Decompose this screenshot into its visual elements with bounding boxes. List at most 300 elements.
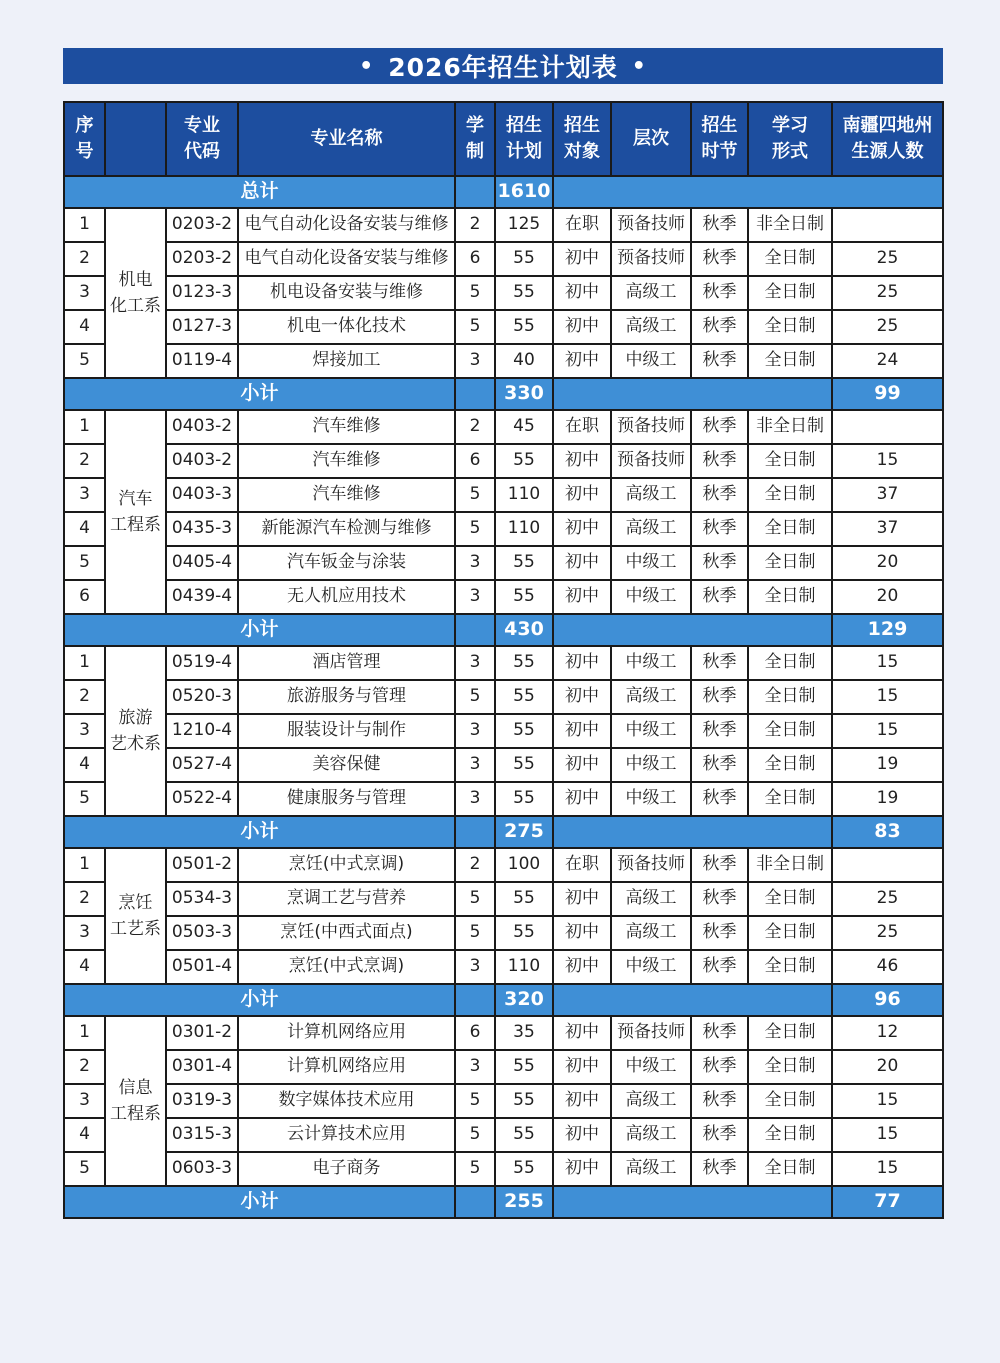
header-row (64, 102, 943, 176)
row-years: 5 (455, 478, 495, 512)
row-name: 旅游服务与管理 (238, 680, 455, 714)
table-row (64, 782, 943, 816)
row-season: 秋季 (691, 512, 748, 546)
row-season: 秋季 (691, 546, 748, 580)
row-years: 3 (455, 782, 495, 816)
row-target: 初中 (553, 714, 611, 748)
row-level: 预备技师 (611, 444, 691, 478)
row-plan: 55 (495, 882, 553, 916)
table-row (64, 410, 943, 444)
row-form: 全日制 (748, 242, 832, 276)
row-years: 3 (455, 714, 495, 748)
row-name: 美容保健 (238, 748, 455, 782)
row-season: 秋季 (691, 276, 748, 310)
row-code: 0319-3 (166, 1084, 238, 1118)
table-row (64, 748, 943, 782)
row-years: 5 (455, 680, 495, 714)
row-years: 2 (455, 410, 495, 444)
row-target: 初中 (553, 580, 611, 614)
row-code: 0501-2 (166, 848, 238, 882)
row-code: 0527-4 (166, 748, 238, 782)
row-code: 0501-4 (166, 950, 238, 984)
table-row (64, 950, 943, 984)
row-seq: 1 (64, 646, 105, 680)
row-plan: 55 (495, 714, 553, 748)
row-south: 15 (832, 1118, 943, 1152)
row-years: 5 (455, 512, 495, 546)
row-south: 19 (832, 748, 943, 782)
row-target: 初中 (553, 782, 611, 816)
row-plan: 55 (495, 276, 553, 310)
table-row (64, 478, 943, 512)
row-name: 汽车钣金与涂装 (238, 546, 455, 580)
row-form: 全日制 (748, 1050, 832, 1084)
subtotal-spacer (455, 816, 495, 848)
title-banner (63, 48, 943, 84)
total-row (64, 176, 943, 208)
row-seq: 6 (64, 580, 105, 614)
department-name: 汽车 工程系 (105, 410, 166, 614)
row-code: 0439-4 (166, 580, 238, 614)
row-level: 中级工 (611, 344, 691, 378)
row-code: 0534-3 (166, 882, 238, 916)
row-seq: 3 (64, 714, 105, 748)
row-south: 15 (832, 680, 943, 714)
row-level: 预备技师 (611, 208, 691, 242)
row-plan: 55 (495, 1084, 553, 1118)
row-season: 秋季 (691, 1016, 748, 1050)
row-plan: 40 (495, 344, 553, 378)
subtotal-row (64, 984, 943, 1016)
bullet-left: • (359, 53, 375, 79)
row-years: 2 (455, 848, 495, 882)
row-plan: 55 (495, 680, 553, 714)
row-seq: 3 (64, 916, 105, 950)
row-target: 初中 (553, 748, 611, 782)
row-code: 0123-3 (166, 276, 238, 310)
table-row (64, 208, 943, 242)
table-row (64, 310, 943, 344)
department-name: 信息 工程系 (105, 1016, 166, 1186)
row-code: 0301-2 (166, 1016, 238, 1050)
row-seq: 2 (64, 444, 105, 478)
row-season: 秋季 (691, 1152, 748, 1186)
row-season: 秋季 (691, 478, 748, 512)
row-name: 机电一体化技术 (238, 310, 455, 344)
row-name: 无人机应用技术 (238, 580, 455, 614)
table-row (64, 916, 943, 950)
row-season: 秋季 (691, 1118, 748, 1152)
row-form: 全日制 (748, 310, 832, 344)
row-level: 高级工 (611, 310, 691, 344)
row-target: 初中 (553, 1152, 611, 1186)
row-code: 0119-4 (166, 344, 238, 378)
row-target: 初中 (553, 546, 611, 580)
table-row (64, 512, 943, 546)
row-target: 初中 (553, 444, 611, 478)
row-seq: 1 (64, 848, 105, 882)
row-south: 25 (832, 276, 943, 310)
row-plan: 125 (495, 208, 553, 242)
department-name: 旅游 艺术系 (105, 646, 166, 816)
header-dept (105, 102, 166, 176)
row-code: 0519-4 (166, 646, 238, 680)
row-plan: 55 (495, 916, 553, 950)
row-level: 预备技师 (611, 1016, 691, 1050)
row-code: 0403-2 (166, 444, 238, 478)
row-seq: 4 (64, 748, 105, 782)
row-form: 全日制 (748, 782, 832, 816)
table-row (64, 1118, 943, 1152)
row-years: 6 (455, 1016, 495, 1050)
table-row (64, 444, 943, 478)
row-form: 全日制 (748, 1118, 832, 1152)
row-level: 高级工 (611, 1118, 691, 1152)
row-south: 24 (832, 344, 943, 378)
header-form: 学习 形式 (748, 102, 832, 176)
table-row (64, 546, 943, 580)
total-filler (553, 176, 943, 208)
row-target: 初中 (553, 1016, 611, 1050)
row-plan: 55 (495, 782, 553, 816)
row-years: 3 (455, 546, 495, 580)
row-name: 计算机网络应用 (238, 1016, 455, 1050)
table-row (64, 1050, 943, 1084)
subtotal-plan: 255 (495, 1186, 553, 1218)
header-season: 招生 时节 (691, 102, 748, 176)
row-south: 15 (832, 646, 943, 680)
row-plan: 55 (495, 1118, 553, 1152)
row-code: 0315-3 (166, 1118, 238, 1152)
row-form: 非全日制 (748, 848, 832, 882)
row-south: 37 (832, 512, 943, 546)
row-target: 初中 (553, 950, 611, 984)
row-season: 秋季 (691, 950, 748, 984)
row-name: 电气自动化设备安装与维修 (238, 208, 455, 242)
row-south: 37 (832, 478, 943, 512)
row-seq: 4 (64, 512, 105, 546)
row-name: 汽车维修 (238, 410, 455, 444)
subtotal-label: 小计 (64, 816, 455, 848)
bullet-right: • (631, 53, 647, 79)
row-season: 秋季 (691, 680, 748, 714)
row-plan: 55 (495, 1152, 553, 1186)
row-name: 电气自动化设备安装与维修 (238, 242, 455, 276)
row-season: 秋季 (691, 580, 748, 614)
subtotal-south: 83 (832, 816, 943, 848)
row-south (832, 848, 943, 882)
header-name: 专业名称 (238, 102, 455, 176)
row-season: 秋季 (691, 916, 748, 950)
row-season: 秋季 (691, 646, 748, 680)
row-season: 秋季 (691, 310, 748, 344)
table-row (64, 680, 943, 714)
row-name: 烹饪(中式烹调) (238, 950, 455, 984)
row-plan: 35 (495, 1016, 553, 1050)
row-name: 健康服务与管理 (238, 782, 455, 816)
subtotal-spacer (455, 984, 495, 1016)
row-seq: 3 (64, 478, 105, 512)
row-form: 全日制 (748, 714, 832, 748)
table-row (64, 276, 943, 310)
row-name: 云计算技术应用 (238, 1118, 455, 1152)
subtotal-plan: 430 (495, 614, 553, 646)
row-seq: 2 (64, 242, 105, 276)
row-years: 3 (455, 344, 495, 378)
row-name: 烹调工艺与营养 (238, 882, 455, 916)
row-years: 5 (455, 1084, 495, 1118)
row-target: 初中 (553, 1050, 611, 1084)
row-target: 初中 (553, 242, 611, 276)
row-south: 15 (832, 444, 943, 478)
row-south: 46 (832, 950, 943, 984)
row-south: 19 (832, 782, 943, 816)
row-name: 数字媒体技术应用 (238, 1084, 455, 1118)
row-target: 初中 (553, 512, 611, 546)
header-plan: 招生 计划 (495, 102, 553, 176)
table-row (64, 882, 943, 916)
row-target: 初中 (553, 310, 611, 344)
enrollment-table (63, 101, 944, 1219)
row-name: 汽车维修 (238, 444, 455, 478)
row-season: 秋季 (691, 410, 748, 444)
row-south: 25 (832, 242, 943, 276)
row-form: 全日制 (748, 1084, 832, 1118)
row-season: 秋季 (691, 1084, 748, 1118)
row-seq: 1 (64, 208, 105, 242)
row-name: 新能源汽车检测与维修 (238, 512, 455, 546)
row-seq: 5 (64, 782, 105, 816)
row-level: 中级工 (611, 748, 691, 782)
row-form: 全日制 (748, 1152, 832, 1186)
row-years: 5 (455, 916, 495, 950)
row-south: 15 (832, 1084, 943, 1118)
row-years: 3 (455, 748, 495, 782)
row-season: 秋季 (691, 848, 748, 882)
subtotal-south: 129 (832, 614, 943, 646)
row-code: 0522-4 (166, 782, 238, 816)
row-plan: 55 (495, 580, 553, 614)
row-level: 高级工 (611, 512, 691, 546)
row-level: 中级工 (611, 580, 691, 614)
row-code: 0405-4 (166, 546, 238, 580)
row-form: 全日制 (748, 882, 832, 916)
table-row (64, 1084, 943, 1118)
subtotal-filler (553, 378, 832, 410)
header-south: 南疆四地州 生源人数 (832, 102, 943, 176)
row-south: 20 (832, 580, 943, 614)
department-name: 机电 化工系 (105, 208, 166, 378)
row-season: 秋季 (691, 1050, 748, 1084)
row-seq: 5 (64, 546, 105, 580)
row-form: 全日制 (748, 276, 832, 310)
row-plan: 55 (495, 748, 553, 782)
row-form: 全日制 (748, 950, 832, 984)
row-plan: 55 (495, 310, 553, 344)
row-level: 预备技师 (611, 410, 691, 444)
row-seq: 5 (64, 1152, 105, 1186)
row-seq: 4 (64, 950, 105, 984)
subtotal-row (64, 378, 943, 410)
row-code: 0435-3 (166, 512, 238, 546)
row-name: 酒店管理 (238, 646, 455, 680)
row-name: 烹饪(中西式面点) (238, 916, 455, 950)
row-form: 非全日制 (748, 208, 832, 242)
row-south (832, 208, 943, 242)
row-season: 秋季 (691, 882, 748, 916)
row-plan: 45 (495, 410, 553, 444)
subtotal-label: 小计 (64, 614, 455, 646)
row-level: 中级工 (611, 546, 691, 580)
subtotal-row (64, 1186, 943, 1218)
row-south: 15 (832, 714, 943, 748)
row-seq: 5 (64, 344, 105, 378)
header-target: 招生 对象 (553, 102, 611, 176)
row-code: 0301-4 (166, 1050, 238, 1084)
row-target: 在职 (553, 410, 611, 444)
row-name: 电子商务 (238, 1152, 455, 1186)
row-target: 初中 (553, 276, 611, 310)
subtotal-south: 99 (832, 378, 943, 410)
subtotal-label: 小计 (64, 378, 455, 410)
row-form: 全日制 (748, 580, 832, 614)
row-target: 初中 (553, 1118, 611, 1152)
row-years: 3 (455, 646, 495, 680)
row-season: 秋季 (691, 714, 748, 748)
row-code: 1210-4 (166, 714, 238, 748)
row-level: 高级工 (611, 1152, 691, 1186)
header-code: 专业 代码 (166, 102, 238, 176)
row-years: 5 (455, 1152, 495, 1186)
header-seq: 序 号 (64, 102, 105, 176)
subtotal-spacer (455, 378, 495, 410)
subtotal-row (64, 816, 943, 848)
row-plan: 55 (495, 546, 553, 580)
row-seq: 2 (64, 1050, 105, 1084)
row-plan: 110 (495, 478, 553, 512)
row-level: 中级工 (611, 714, 691, 748)
row-years: 5 (455, 882, 495, 916)
row-form: 非全日制 (748, 410, 832, 444)
row-name: 机电设备安装与维修 (238, 276, 455, 310)
row-seq: 2 (64, 882, 105, 916)
row-target: 初中 (553, 680, 611, 714)
row-level: 高级工 (611, 1084, 691, 1118)
row-season: 秋季 (691, 242, 748, 276)
subtotal-south: 77 (832, 1186, 943, 1218)
row-south: 15 (832, 1152, 943, 1186)
total-plan: 1610 (495, 176, 553, 208)
row-season: 秋季 (691, 782, 748, 816)
row-years: 2 (455, 208, 495, 242)
table-row (64, 242, 943, 276)
row-season: 秋季 (691, 208, 748, 242)
row-code: 0403-3 (166, 478, 238, 512)
row-form: 全日制 (748, 680, 832, 714)
row-plan: 100 (495, 848, 553, 882)
header-level: 层次 (611, 102, 691, 176)
row-season: 秋季 (691, 444, 748, 478)
row-code: 0127-3 (166, 310, 238, 344)
row-name: 计算机网络应用 (238, 1050, 455, 1084)
row-level: 高级工 (611, 882, 691, 916)
row-target: 初中 (553, 1084, 611, 1118)
total-label: 总计 (64, 176, 455, 208)
row-name: 焊接加工 (238, 344, 455, 378)
row-season: 秋季 (691, 344, 748, 378)
row-seq: 3 (64, 276, 105, 310)
row-level: 高级工 (611, 916, 691, 950)
row-form: 全日制 (748, 1016, 832, 1050)
row-level: 高级工 (611, 680, 691, 714)
row-south (832, 410, 943, 444)
table-row (64, 1016, 943, 1050)
row-level: 中级工 (611, 1050, 691, 1084)
row-code: 0203-2 (166, 208, 238, 242)
row-years: 5 (455, 310, 495, 344)
row-south: 20 (832, 1050, 943, 1084)
row-years: 3 (455, 580, 495, 614)
row-plan: 110 (495, 950, 553, 984)
row-seq: 1 (64, 1016, 105, 1050)
row-south: 25 (832, 310, 943, 344)
row-level: 中级工 (611, 646, 691, 680)
subtotal-label: 小计 (64, 984, 455, 1016)
row-name: 烹饪(中式烹调) (238, 848, 455, 882)
row-years: 5 (455, 276, 495, 310)
subtotal-row (64, 614, 943, 646)
row-target: 初中 (553, 344, 611, 378)
row-level: 高级工 (611, 276, 691, 310)
page-title: 2026年招生计划表 (388, 53, 618, 82)
row-form: 全日制 (748, 478, 832, 512)
table-row (64, 646, 943, 680)
row-south: 20 (832, 546, 943, 580)
table-row (64, 714, 943, 748)
row-name: 汽车维修 (238, 478, 455, 512)
subtotal-plan: 330 (495, 378, 553, 410)
row-level: 中级工 (611, 950, 691, 984)
row-form: 全日制 (748, 444, 832, 478)
row-form: 全日制 (748, 344, 832, 378)
row-code: 0603-3 (166, 1152, 238, 1186)
row-target: 在职 (553, 208, 611, 242)
row-seq: 3 (64, 1084, 105, 1118)
row-code: 0203-2 (166, 242, 238, 276)
row-plan: 110 (495, 512, 553, 546)
row-target: 初中 (553, 646, 611, 680)
row-form: 全日制 (748, 916, 832, 950)
subtotal-filler (553, 1186, 832, 1218)
subtotal-south: 96 (832, 984, 943, 1016)
row-target: 初中 (553, 882, 611, 916)
total-spacer (455, 176, 495, 208)
subtotal-plan: 320 (495, 984, 553, 1016)
row-seq: 1 (64, 410, 105, 444)
row-plan: 55 (495, 646, 553, 680)
subtotal-filler (553, 816, 832, 848)
row-code: 0520-3 (166, 680, 238, 714)
row-form: 全日制 (748, 748, 832, 782)
header-years: 学 制 (455, 102, 495, 176)
row-level: 高级工 (611, 478, 691, 512)
row-target: 在职 (553, 848, 611, 882)
row-seq: 4 (64, 310, 105, 344)
subtotal-filler (553, 984, 832, 1016)
row-level: 预备技师 (611, 848, 691, 882)
row-years: 6 (455, 242, 495, 276)
row-years: 3 (455, 1050, 495, 1084)
